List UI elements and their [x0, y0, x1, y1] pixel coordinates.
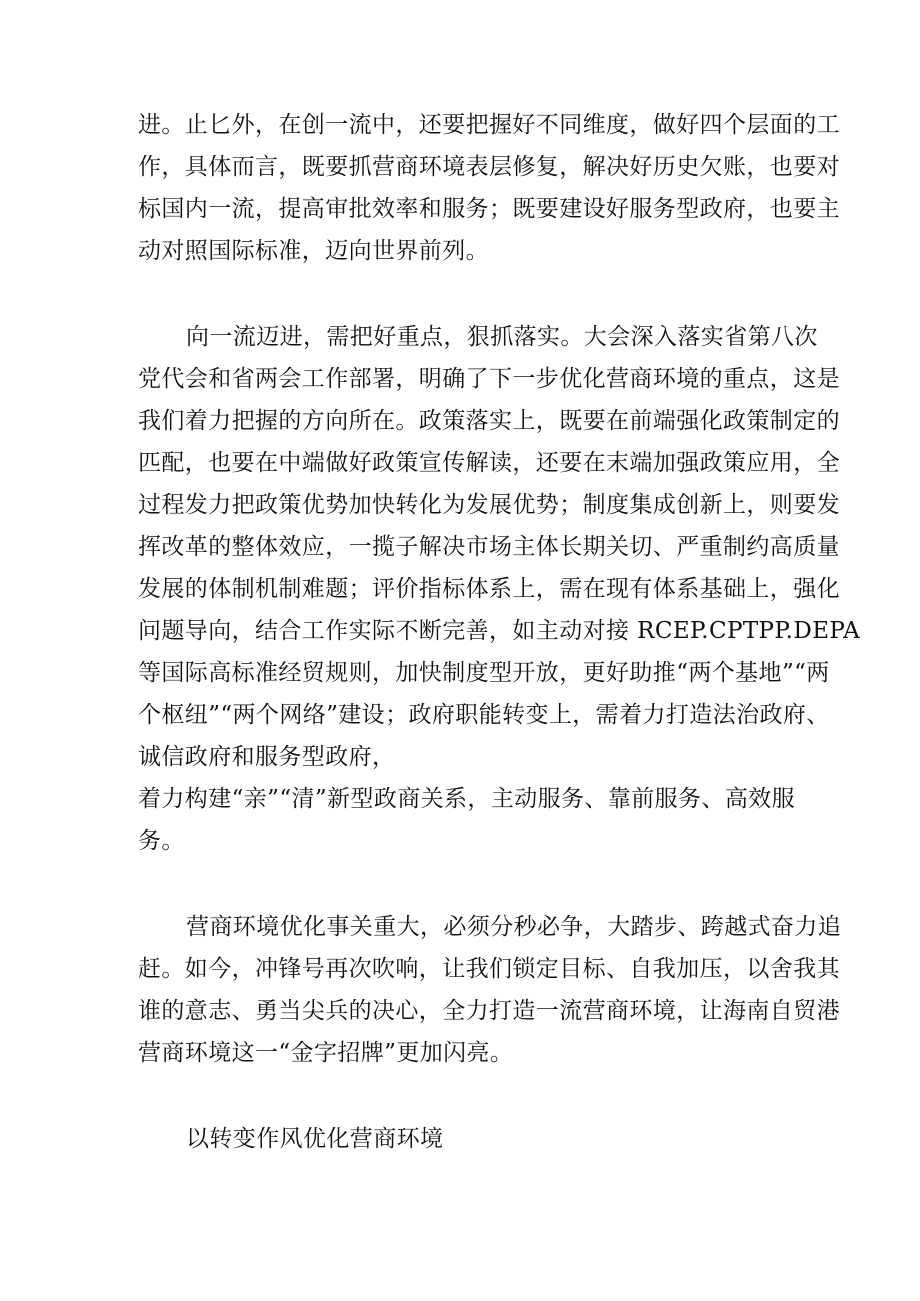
text-line: 务。	[138, 828, 185, 854]
text-line: 过程发力把政策优势加快转化为发展优势；制度集成创新上，则要发	[138, 492, 840, 518]
text-line: 匹配，也要在中端做好政策宣传解读，还要在末端加强政策应用，全	[138, 450, 840, 476]
text-line: 向一流迈进，需把好重点，狠抓落实。大会深入落实省第八次	[186, 324, 818, 350]
text-line: 标国内一流，提高审批效率和服务；既要建设好服务型政府，也要主	[138, 196, 840, 222]
text-line: 赶。如今，冲锋号再次吹响，让我们锁定目标、自我加压，以舍我其	[138, 956, 840, 982]
text-line: 营商环境优化事关重大，必须分秒必争，大踏步、跨越式奋力追	[186, 914, 842, 940]
text-line: 进。止匕外，在创一流中，还要把握好不同维度，做好四个层面的工	[138, 112, 840, 138]
text-line: 营商环境这一“金字招牌”更加闪亮。	[138, 1040, 514, 1066]
text-line: 个枢纽”“两个网络”建设；政府职能转变上，需着力打造法治政府、	[138, 702, 830, 728]
text-line: 挥改革的整体效应，一揽子解决市场主体长期关切、严重制约高质量	[138, 534, 840, 560]
text-line: 谁的意志、勇当尖兵的决心，全力打造一流营商环境，让海南自贸港	[138, 998, 840, 1024]
text-line: 作，具体而言，既要抓营商环境表层修复，解决好历史欠账，也要对	[138, 154, 840, 180]
text-line: 我们着力把握的方向所在。政策落实上，既要在前端强化政策制定的	[138, 408, 840, 434]
text-line: 着力构建“亲”“清”新型政商关系，主动服务、靠前服务、高效服	[138, 786, 796, 812]
text-line: 问题导向，结合工作实际不断完善，如主动对接 RCEP.CPTPP.DEPA	[138, 618, 861, 644]
text-line: 等国际高标准经贸规则，加快制度型开放，更好助推“两个基地”“两	[138, 660, 830, 686]
text-line: 党代会和省两会工作部署，明确了下一步优化营商环境的重点，这是	[138, 366, 840, 392]
section-title: 以转变作风优化营商环境	[186, 1126, 444, 1152]
text-line: 诚信政府和服务型政府，	[138, 744, 396, 770]
text-line: 发展的体制机制难题；评价指标体系上，需在现有体系基础上，强化	[138, 576, 840, 602]
text-line: 动对照国际标准，迈向世界前列。	[138, 238, 489, 264]
